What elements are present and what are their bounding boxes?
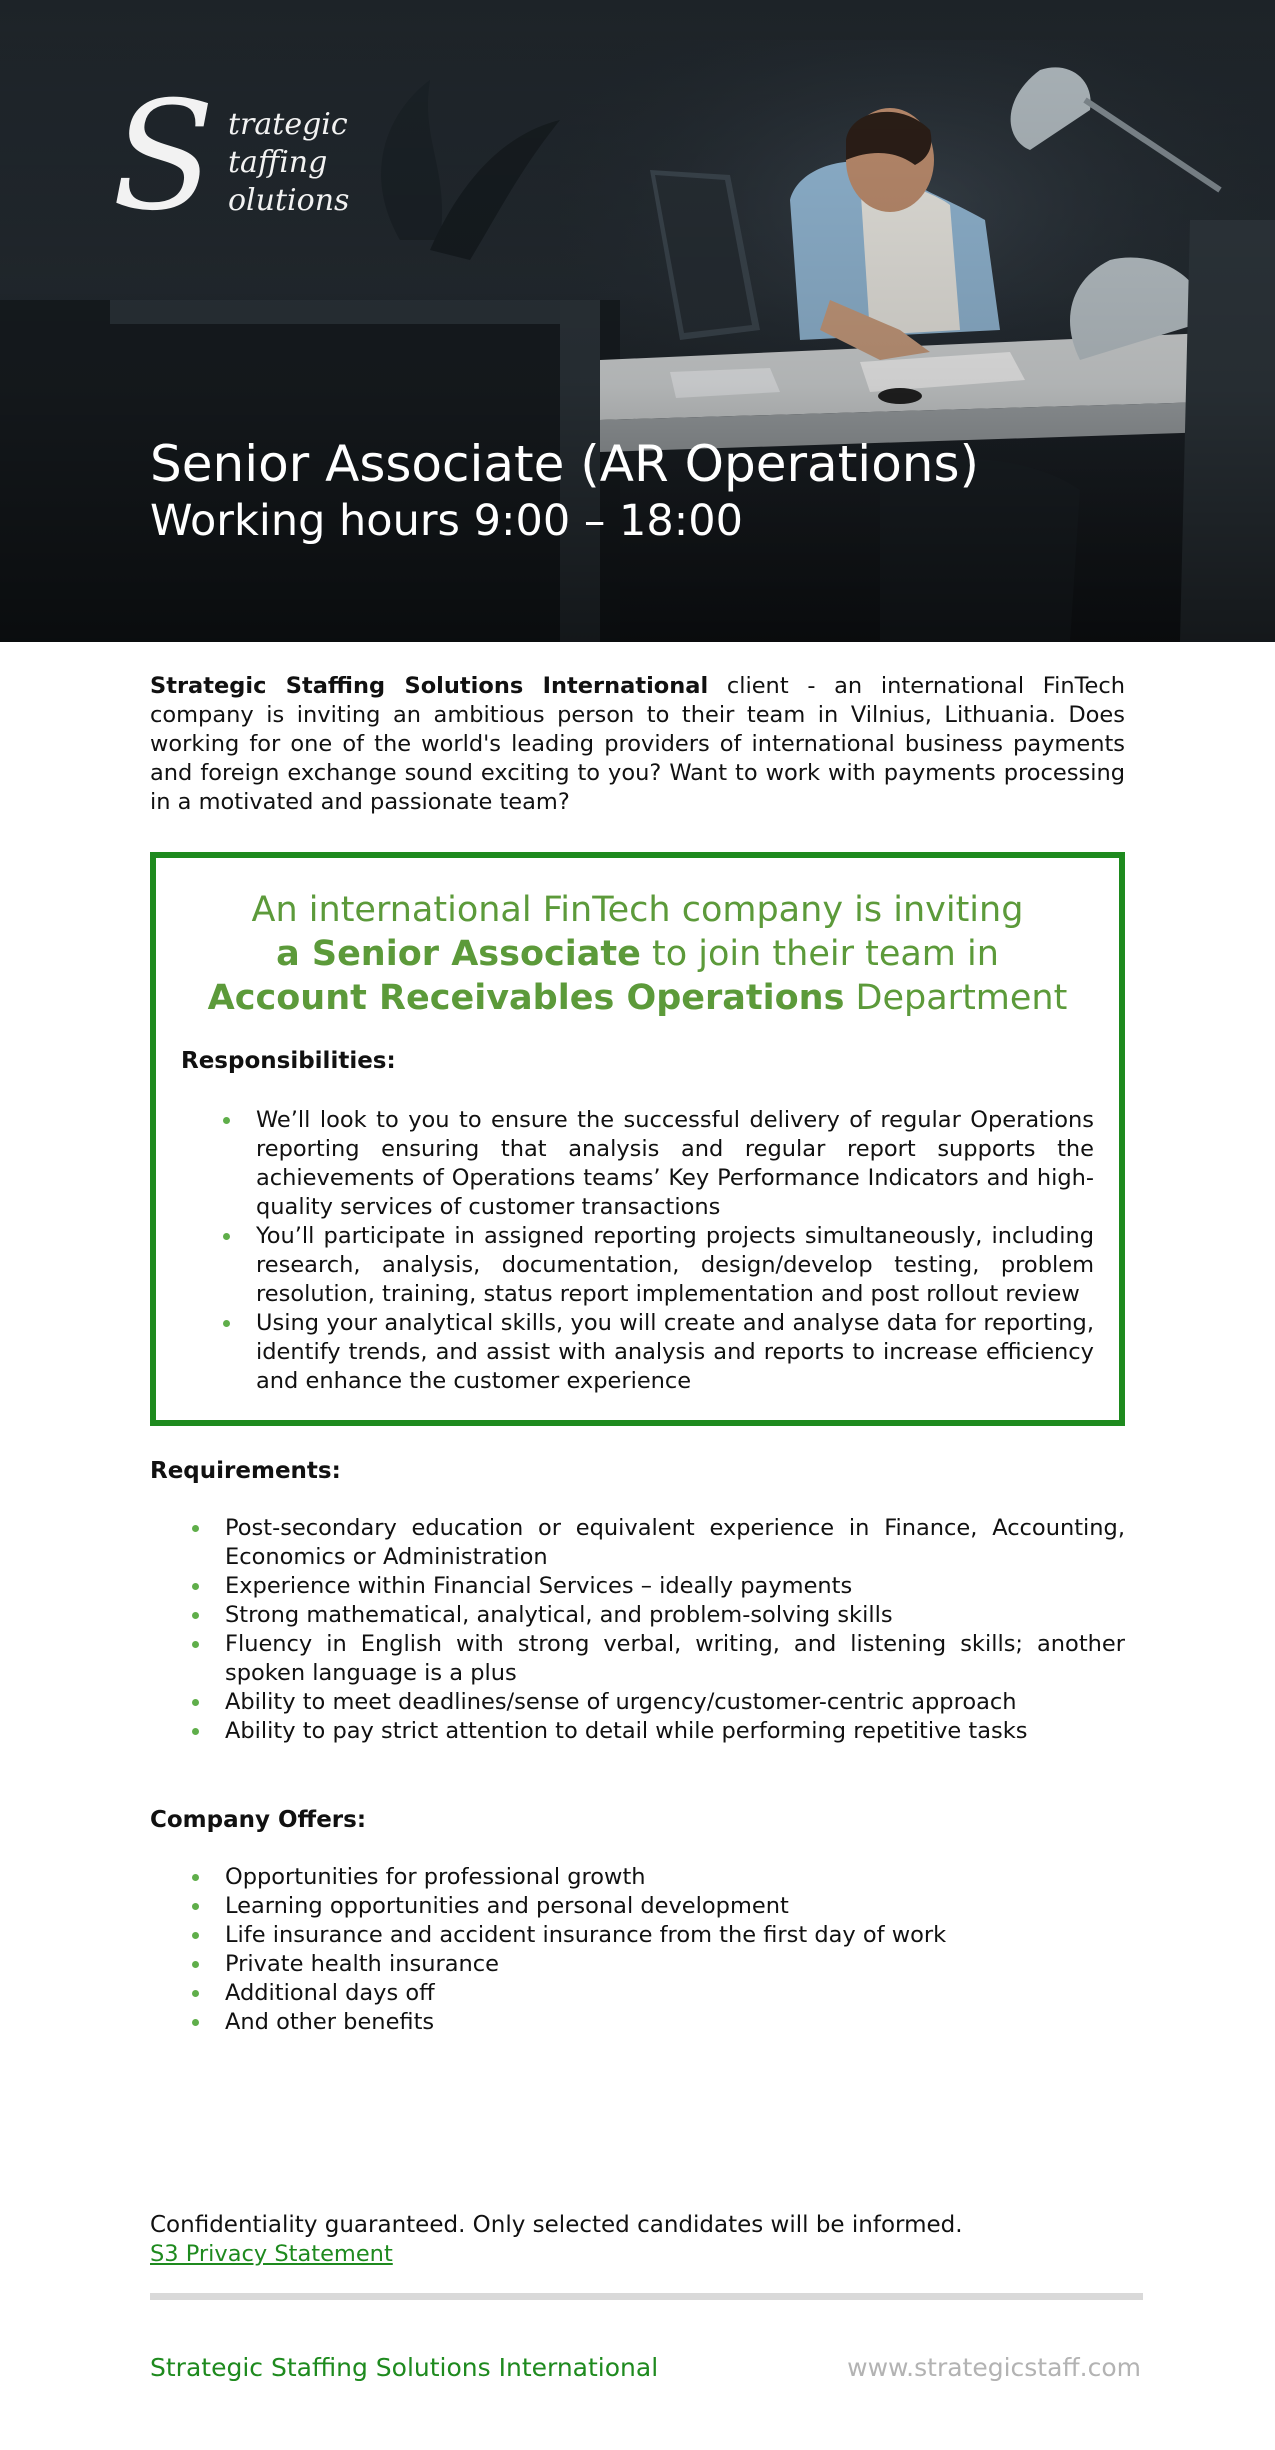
footer-divider bbox=[150, 2293, 1143, 2300]
list-item: And other benefits bbox=[225, 2008, 1125, 2037]
logo-monogram: S bbox=[112, 70, 215, 244]
list-item: You’ll participate in assigned reporting projects simultaneously, including research, analysis, documentation, design/develop testing, problem resolution, training, status report implementation and post rollout review bbox=[256, 1223, 1094, 1307]
confidentiality-note: Confidentiality guaranteed. Only selected candidates will be informed. bbox=[150, 2212, 963, 2238]
list-item: Learning opportunities and personal development bbox=[225, 1892, 1125, 1921]
list-item: Experience within Financial Services – ideally payments bbox=[225, 1572, 1125, 1601]
hero-banner bbox=[0, 0, 1275, 642]
list-item: We’ll look to you to ensure the successful delivery of regular Operations reporting ensuring that analysis and regular report supports the achievements of Operations teams’ Key Performance Indicators and high-quality services of customer transactions bbox=[256, 1107, 1094, 1220]
list-item: Additional days off bbox=[225, 1979, 1125, 2008]
list-item: Strong mathematical, analytical, and problem-solving skills bbox=[225, 1601, 1125, 1630]
logo-wordmark: trategic taffing olutions bbox=[228, 107, 350, 218]
company-logo bbox=[112, 70, 352, 246]
working-hours: Working hours 9:00 – 18:00 bbox=[150, 496, 743, 546]
intro-text: client - an international FinTech company is inviting an ambitious person to their team in Vilnius, Lithuania. Does working for one of the world's leading providers of international business payments and foreign exchange sound exciting to you? Want to work with payments processing in a motivated and passionate team? bbox=[150, 673, 1125, 815]
list-item: Private health insurance bbox=[225, 1950, 1125, 1979]
list-item: Life insurance and accident insurance from the first day of work bbox=[225, 1921, 1125, 1950]
highlight-box bbox=[150, 852, 1125, 1426]
list-item: Fluency in English with strong verbal, writing, and listening skills; another spoken language is a plus bbox=[225, 1631, 1125, 1686]
intro-company-name: Strategic Staffing Solutions International bbox=[150, 673, 709, 699]
list-item: Ability to meet deadlines/sense of urgency/customer-centric approach bbox=[225, 1688, 1125, 1717]
footer-company-name: Strategic Staffing Solutions International bbox=[150, 2353, 659, 2382]
company-offers-list bbox=[225, 1863, 1125, 2037]
list-item: Ability to pay strict attention to detail while performing repetitive tasks bbox=[225, 1717, 1125, 1746]
list-item: Opportunities for professional growth bbox=[225, 1863, 1125, 1892]
list-item: Using your analytical skills, you will create and analyse data for reporting, identify trends, and assist with analysis and reports to increase efficiency and enhance the customer experience bbox=[256, 1310, 1094, 1394]
responsibilities-list bbox=[256, 1106, 1094, 1396]
company-offers-heading: Company Offers: bbox=[150, 1807, 367, 1833]
responsibilities-heading: Responsibilities: bbox=[181, 1048, 396, 1074]
requirements-list bbox=[225, 1514, 1125, 1746]
footer-website: www.strategicstaff.com bbox=[847, 2353, 1141, 2382]
requirements-heading: Requirements: bbox=[150, 1458, 341, 1484]
list-item: Post-secondary education or equivalent experience in Finance, Accounting, Economics or Administration bbox=[225, 1515, 1125, 1570]
intro-paragraph bbox=[150, 672, 1125, 817]
highlight-heading: An international FinTech company is inviting a Senior Associate to join their team in Account Receivables Operations Department bbox=[207, 890, 1068, 1018]
privacy-statement-link[interactable]: S3 Privacy Statement bbox=[150, 2241, 393, 2267]
job-title: Senior Associate (AR Operations) bbox=[150, 435, 980, 493]
